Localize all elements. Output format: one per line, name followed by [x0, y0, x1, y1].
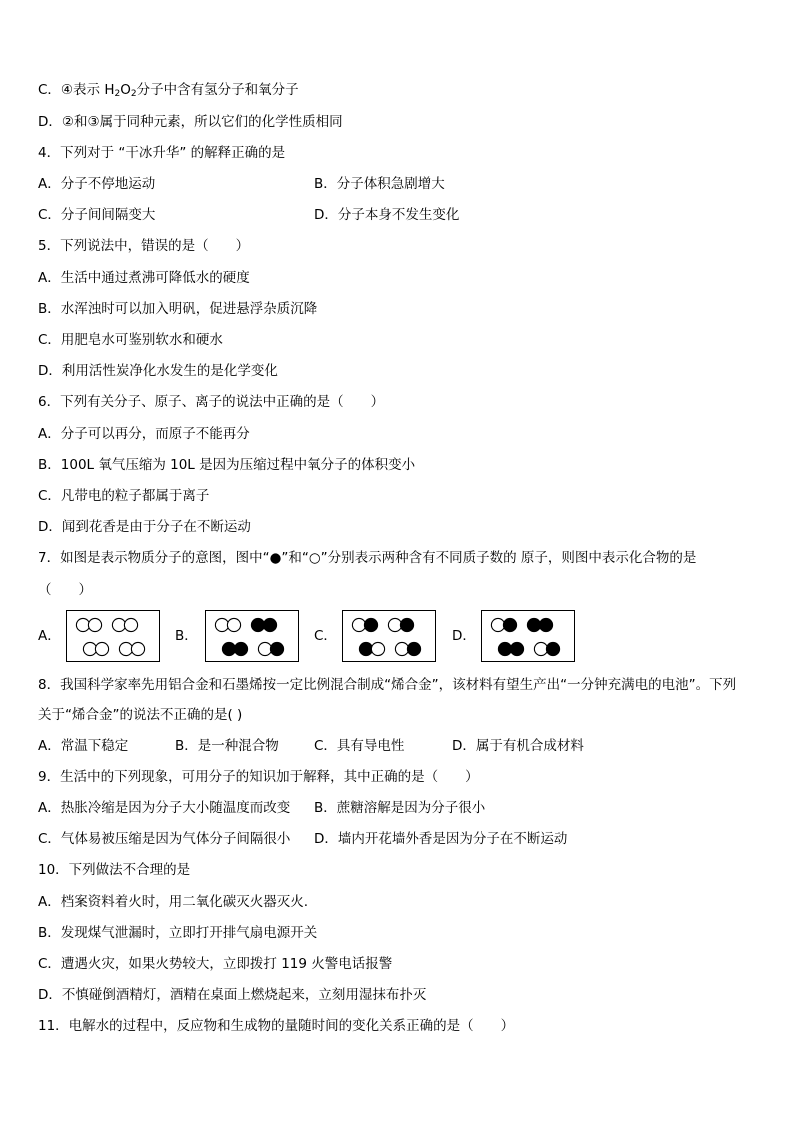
molecule [83, 642, 108, 655]
question-7-label-c: C． [314, 628, 337, 644]
question-8-option-c: C．具有导电性 [314, 738, 405, 754]
question-10-option-a: A．档案资料着火时，用二氧化碳灭火器灭火. [38, 894, 309, 910]
molecule [491, 618, 516, 631]
question-10-option-d: D．不慎碰倒酒精灯，酒精在桌面上燃烧起来，立刻用湿抹布扑灭 [38, 987, 427, 1003]
molecule [498, 642, 523, 655]
molecule [395, 642, 420, 655]
white-atom [395, 642, 408, 655]
question-9: 9．生活中的下列现象，可用分子的知识加于解释，其中正确的是（ ） [38, 769, 479, 785]
question-9-option-a: A．热胀冷缩是因为分子大小随温度而改变 [38, 800, 291, 816]
question-3-option-c: C．④表示 $H_2O_2$分子中含有氢分子和氧分子 [38, 82, 299, 99]
black-atom [400, 618, 413, 631]
question-5: 5．下列说法中，错误的是（ ） [38, 238, 250, 254]
black-atom [503, 618, 516, 631]
question-7-answer-paren: （ ） [38, 582, 92, 598]
question-11: 11．电解水的过程中，反应物和生成物的量随时间的变化关系正确的是（ ） [38, 1018, 515, 1034]
white-atom [124, 618, 137, 631]
white-atom [83, 642, 96, 655]
black-atom [234, 642, 247, 655]
black-atom [359, 642, 372, 655]
molecule [215, 618, 240, 631]
molecule [258, 642, 283, 655]
question-7-label-b: B． [175, 628, 198, 644]
question-5-option-a: A．生活中通过煮沸可降低水的硬度 [38, 270, 250, 286]
question-4: 4．下列对于 “干冰升华” 的解释正确的是 [38, 145, 286, 161]
molecule [76, 618, 101, 631]
white-atom [119, 642, 132, 655]
question-9-option-d: D．墙内开花墙外香是因为分子在不断运动 [314, 831, 568, 847]
molecule [119, 642, 144, 655]
molecule-diagram-b [205, 610, 299, 662]
question-6-option-b: B．100L 氧气压缩为 10L 是因为压缩过程中氧分子的体积变小 [38, 457, 416, 473]
question-7: 7．如图是表示物质分子的意图，图中“●”和“○”分别表示两种含有不同质子数的 原子，则图中表示化合物的是 [38, 550, 697, 566]
question-5-option-c: C．用肥皂水可鉴别软水和硬水 [38, 332, 223, 348]
molecule-diagram-a [66, 610, 160, 662]
white-atom [258, 642, 271, 655]
molecule-svg-b [206, 611, 300, 663]
molecule [359, 642, 384, 655]
question-8-option-b: B．是一种混合物 [175, 738, 279, 754]
question-5-option-d: D．利用活性炭净化水发生的是化学变化 [38, 363, 278, 379]
question-8-option-a: A．常温下稳定 [38, 738, 129, 754]
white-atom [227, 618, 240, 631]
white-atom [88, 618, 101, 631]
black-atom [270, 642, 283, 655]
question-7-label-d: D． [452, 628, 476, 644]
question-5-option-b: B．水浑浊时可以加入明矾，促进悬浮杂质沉降 [38, 301, 318, 317]
molecule-svg-c [343, 611, 437, 663]
white-atom [112, 618, 125, 631]
white-atom [371, 642, 384, 655]
question-6-option-d: D．闻到花香是由于分子在不断运动 [38, 519, 251, 535]
black-atom [251, 618, 264, 631]
question-6: 6．下列有关分子、原子、离子的说法中正确的是（ ） [38, 394, 385, 410]
white-atom [534, 642, 547, 655]
question-4-option-c: C．分子间间隔变大 [38, 207, 156, 223]
molecule [352, 618, 377, 631]
molecule [222, 642, 247, 655]
molecule-diagram-d [481, 610, 575, 662]
question-9-option-b: B．蔗糖溶解是因为分子很小 [314, 800, 486, 816]
molecule [251, 618, 276, 631]
question-10-option-b: B．发现煤气泄漏时，立即打开排气扇电源开关 [38, 925, 318, 941]
question-8-line-2: 关于“烯合金”的说法不正确的是( ) [38, 707, 243, 723]
white-atom [76, 618, 89, 631]
black-atom [407, 642, 420, 655]
molecule [534, 642, 559, 655]
black-atom [527, 618, 540, 631]
white-atom [491, 618, 504, 631]
black-atom [364, 618, 377, 631]
black-atom [510, 642, 523, 655]
white-atom [388, 618, 401, 631]
question-8-line-1: 8．我国科学家率先用铝合金和石墨烯按一定比例混合制成“烯合金”，该材料有望生产出“一分钟充满电的电池”。下列 [38, 677, 737, 693]
molecule [527, 618, 552, 631]
white-atom [131, 642, 144, 655]
question-9-option-c: C．气体易被压缩是因为气体分子间隔很小 [38, 831, 291, 847]
molecule [112, 618, 137, 631]
black-atom [263, 618, 276, 631]
molecule [388, 618, 413, 631]
question-10: 10．下列做法不合理的是 [38, 862, 191, 878]
question-7-label-a: A． [38, 628, 61, 644]
molecule-svg-a [67, 611, 161, 663]
question-3-option-d: D．②和③属于同种元素，所以它们的化学性质相同 [38, 114, 343, 130]
question-6-option-a: A．分子可以再分，而原子不能再分 [38, 426, 250, 442]
black-atom [222, 642, 235, 655]
question-4-option-b: B．分子体积急剧增大 [314, 176, 445, 192]
question-6-option-c: C．凡带电的粒子都属于离子 [38, 488, 210, 504]
question-4-option-d: D．分子本身不发生变化 [314, 207, 460, 223]
molecule-diagram-c [342, 610, 436, 662]
question-8-option-d: D．属于有机合成材料 [452, 738, 584, 754]
white-atom [352, 618, 365, 631]
white-atom [95, 642, 108, 655]
white-atom [215, 618, 228, 631]
black-atom [546, 642, 559, 655]
black-atom [539, 618, 552, 631]
molecule-svg-d [482, 611, 576, 663]
question-4-option-a: A．分子不停地运动 [38, 176, 156, 192]
black-atom [498, 642, 511, 655]
question-10-option-c: C．遭遇火灾，如果火势较大，立即拨打 119 火警电话报警 [38, 956, 393, 972]
